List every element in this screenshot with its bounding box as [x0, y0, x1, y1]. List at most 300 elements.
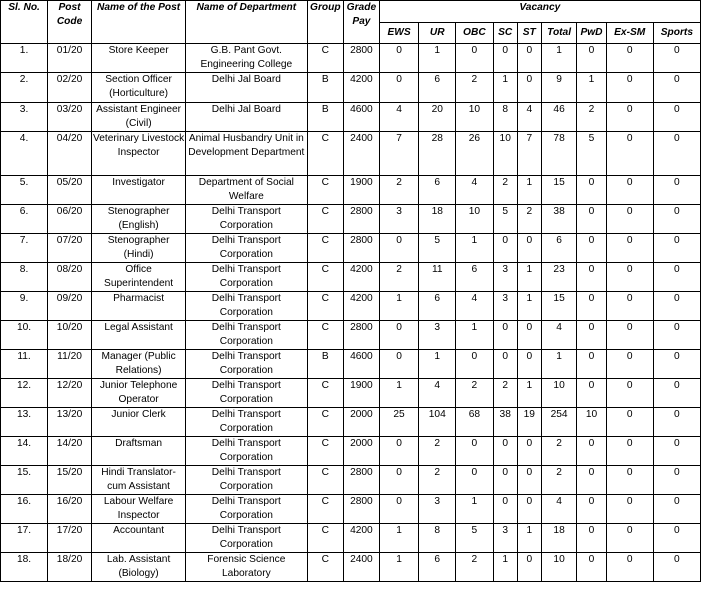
cell-vacancy-sc: 0 [493, 44, 517, 73]
cell-vacancy-total: 4 [541, 495, 577, 524]
cell-vacancy-sports: 0 [653, 408, 700, 437]
cell-vacancy-total: 15 [541, 176, 577, 205]
cell-vacancy-pwd: 0 [577, 553, 606, 582]
cell-vacancy-total: 6 [541, 234, 577, 263]
cell-group: C [307, 176, 344, 205]
cell-vacancy-pwd: 0 [577, 176, 606, 205]
cell-vacancy-total: 18 [541, 524, 577, 553]
cell-group: C [307, 437, 344, 466]
col-grade-pay: Grade Pay [344, 1, 380, 44]
cell-sl-no: 4. [1, 132, 48, 176]
col-vacancy-pwd: PwD [577, 23, 606, 44]
cell-group: C [307, 292, 344, 321]
cell-vacancy-ex-sm: 0 [606, 73, 653, 103]
cell-post-name: Junior Telephone Operator [92, 379, 186, 408]
cell-vacancy-ur: 8 [419, 524, 456, 553]
cell-vacancy-ur: 4 [419, 379, 456, 408]
cell-post-name: Investigator [92, 176, 186, 205]
cell-vacancy-obc: 10 [456, 205, 494, 234]
cell-post-name: Manager (Public Relations) [92, 350, 186, 379]
cell-vacancy-pwd: 0 [577, 321, 606, 350]
cell-vacancy-obc: 6 [456, 263, 494, 292]
cell-grade-pay: 4600 [344, 350, 380, 379]
cell-post-code: 02/20 [48, 73, 92, 103]
cell-vacancy-obc: 10 [456, 103, 494, 132]
cell-vacancy-ews: 0 [379, 321, 419, 350]
cell-vacancy-sc: 38 [493, 408, 517, 437]
cell-group: B [307, 350, 344, 379]
vacancy-table-body [1, 44, 701, 582]
cell-post-name: Legal Assistant [92, 321, 186, 350]
cell-vacancy-sc: 3 [493, 524, 517, 553]
cell-vacancy-obc: 4 [456, 176, 494, 205]
cell-vacancy-obc: 0 [456, 466, 494, 495]
cell-post-code: 18/20 [48, 553, 92, 582]
cell-post-code: 15/20 [48, 466, 92, 495]
table-row [1, 437, 701, 466]
cell-grade-pay: 4200 [344, 73, 380, 103]
cell-grade-pay: 2000 [344, 408, 380, 437]
cell-sl-no: 7. [1, 234, 48, 263]
cell-vacancy-sc: 0 [493, 234, 517, 263]
cell-vacancy-ews: 0 [379, 495, 419, 524]
cell-vacancy-sc: 3 [493, 292, 517, 321]
cell-vacancy-sports: 0 [653, 176, 700, 205]
cell-vacancy-ur: 104 [419, 408, 456, 437]
col-vacancy-st: ST [517, 23, 541, 44]
cell-vacancy-obc: 2 [456, 553, 494, 582]
cell-group: C [307, 553, 344, 582]
cell-vacancy-ex-sm: 0 [606, 234, 653, 263]
cell-vacancy-pwd: 0 [577, 205, 606, 234]
cell-vacancy-total: 15 [541, 292, 577, 321]
cell-vacancy-total: 2 [541, 437, 577, 466]
cell-vacancy-ur: 2 [419, 466, 456, 495]
cell-sl-no: 18. [1, 553, 48, 582]
cell-vacancy-ex-sm: 0 [606, 263, 653, 292]
cell-vacancy-sc: 3 [493, 263, 517, 292]
cell-vacancy-pwd: 2 [577, 103, 606, 132]
cell-vacancy-ur: 6 [419, 73, 456, 103]
cell-vacancy-obc: 1 [456, 321, 494, 350]
col-vacancy-ews: EWS [379, 23, 419, 44]
cell-post-name: Office Superintendent [92, 263, 186, 292]
col-vacancy-ex-sm: Ex-SM [606, 23, 653, 44]
cell-group: C [307, 408, 344, 437]
cell-vacancy-ews: 0 [379, 466, 419, 495]
cell-post-code: 10/20 [48, 321, 92, 350]
cell-post-code: 14/20 [48, 437, 92, 466]
table-row [1, 350, 701, 379]
col-department: Name of Department [186, 1, 307, 44]
cell-vacancy-sc: 0 [493, 350, 517, 379]
cell-grade-pay: 1900 [344, 379, 380, 408]
header-row [1, 1, 701, 23]
cell-vacancy-ex-sm: 0 [606, 466, 653, 495]
cell-grade-pay: 4200 [344, 524, 380, 553]
col-post-code: Post Code [48, 1, 92, 44]
cell-vacancy-sports: 0 [653, 524, 700, 553]
table-row [1, 205, 701, 234]
cell-vacancy-ews: 4 [379, 103, 419, 132]
table-row [1, 553, 701, 582]
cell-grade-pay: 2800 [344, 205, 380, 234]
cell-vacancy-obc: 5 [456, 524, 494, 553]
cell-vacancy-sports: 0 [653, 437, 700, 466]
cell-vacancy-st: 0 [517, 350, 541, 379]
cell-vacancy-pwd: 0 [577, 437, 606, 466]
cell-vacancy-st: 0 [517, 73, 541, 103]
cell-group: C [307, 263, 344, 292]
cell-vacancy-st: 0 [517, 553, 541, 582]
cell-post-name: Store Keeper [92, 44, 186, 73]
cell-vacancy-st: 1 [517, 379, 541, 408]
cell-vacancy-obc: 2 [456, 73, 494, 103]
cell-group: C [307, 234, 344, 263]
cell-post-name: Pharmacist [92, 292, 186, 321]
cell-vacancy-ex-sm: 0 [606, 176, 653, 205]
cell-vacancy-sports: 0 [653, 234, 700, 263]
cell-grade-pay: 2800 [344, 44, 380, 73]
cell-vacancy-ur: 3 [419, 321, 456, 350]
cell-vacancy-sc: 8 [493, 103, 517, 132]
cell-vacancy-ews: 3 [379, 205, 419, 234]
cell-vacancy-sc: 10 [493, 132, 517, 176]
cell-grade-pay: 2800 [344, 495, 380, 524]
cell-post-name: Assistant Engineer (Civil) [92, 103, 186, 132]
cell-vacancy-ex-sm: 0 [606, 205, 653, 234]
cell-sl-no: 9. [1, 292, 48, 321]
cell-group: C [307, 205, 344, 234]
cell-group: B [307, 103, 344, 132]
cell-grade-pay: 1900 [344, 176, 380, 205]
cell-sl-no: 17. [1, 524, 48, 553]
table-row [1, 524, 701, 553]
cell-vacancy-pwd: 1 [577, 73, 606, 103]
cell-post-name: Veterinary Livestock Inspector [92, 132, 186, 176]
cell-post-code: 05/20 [48, 176, 92, 205]
cell-vacancy-ews: 2 [379, 263, 419, 292]
cell-post-code: 11/20 [48, 350, 92, 379]
cell-vacancy-sports: 0 [653, 263, 700, 292]
cell-department: Delhi Transport Corporation [186, 292, 307, 321]
cell-post-name: Stenographer (Hindi) [92, 234, 186, 263]
cell-vacancy-ews: 0 [379, 350, 419, 379]
cell-vacancy-sc: 2 [493, 176, 517, 205]
cell-department: Delhi Transport Corporation [186, 495, 307, 524]
cell-vacancy-sports: 0 [653, 73, 700, 103]
cell-vacancy-pwd: 0 [577, 524, 606, 553]
cell-vacancy-total: 46 [541, 103, 577, 132]
cell-vacancy-total: 38 [541, 205, 577, 234]
cell-sl-no: 14. [1, 437, 48, 466]
cell-group: C [307, 495, 344, 524]
cell-vacancy-sports: 0 [653, 321, 700, 350]
cell-vacancy-st: 19 [517, 408, 541, 437]
cell-vacancy-sc: 5 [493, 205, 517, 234]
cell-sl-no: 3. [1, 103, 48, 132]
table-row [1, 263, 701, 292]
cell-vacancy-st: 2 [517, 205, 541, 234]
cell-department: Delhi Transport Corporation [186, 350, 307, 379]
cell-department: Delhi Transport Corporation [186, 205, 307, 234]
cell-grade-pay: 2400 [344, 553, 380, 582]
cell-post-code: 01/20 [48, 44, 92, 73]
cell-sl-no: 12. [1, 379, 48, 408]
col-group: Group [307, 1, 344, 44]
cell-post-name: Labour Welfare Inspector [92, 495, 186, 524]
cell-department: G.B. Pant Govt. Engineering College [186, 44, 307, 73]
cell-department: Delhi Transport Corporation [186, 379, 307, 408]
cell-vacancy-ews: 2 [379, 176, 419, 205]
cell-vacancy-total: 10 [541, 553, 577, 582]
cell-vacancy-sports: 0 [653, 292, 700, 321]
cell-vacancy-ews: 7 [379, 132, 419, 176]
cell-post-code: 16/20 [48, 495, 92, 524]
cell-vacancy-ur: 6 [419, 176, 456, 205]
cell-vacancy-obc: 0 [456, 437, 494, 466]
cell-group: C [307, 44, 344, 73]
table-row [1, 321, 701, 350]
cell-vacancy-ews: 0 [379, 44, 419, 73]
cell-vacancy-ur: 11 [419, 263, 456, 292]
cell-sl-no: 15. [1, 466, 48, 495]
cell-vacancy-st: 0 [517, 44, 541, 73]
cell-vacancy-ews: 1 [379, 524, 419, 553]
table-row [1, 103, 701, 132]
cell-vacancy-obc: 26 [456, 132, 494, 176]
cell-vacancy-sports: 0 [653, 350, 700, 379]
col-vacancy-ur: UR [419, 23, 456, 44]
cell-vacancy-st: 4 [517, 103, 541, 132]
cell-department: Delhi Transport Corporation [186, 234, 307, 263]
cell-post-code: 06/20 [48, 205, 92, 234]
cell-vacancy-sports: 0 [653, 205, 700, 234]
cell-department: Delhi Transport Corporation [186, 466, 307, 495]
cell-sl-no: 11. [1, 350, 48, 379]
cell-vacancy-ews: 1 [379, 379, 419, 408]
cell-vacancy-pwd: 0 [577, 466, 606, 495]
cell-vacancy-ex-sm: 0 [606, 437, 653, 466]
cell-grade-pay: 2800 [344, 321, 380, 350]
cell-group: B [307, 73, 344, 103]
col-vacancy: Vacancy [379, 1, 700, 23]
cell-vacancy-sc: 0 [493, 437, 517, 466]
cell-department: Delhi Transport Corporation [186, 408, 307, 437]
cell-vacancy-total: 1 [541, 44, 577, 73]
cell-vacancy-sports: 0 [653, 466, 700, 495]
cell-vacancy-sc: 1 [493, 73, 517, 103]
cell-vacancy-ur: 2 [419, 437, 456, 466]
cell-vacancy-ur: 20 [419, 103, 456, 132]
cell-vacancy-obc: 0 [456, 44, 494, 73]
cell-department: Department of Social Welfare [186, 176, 307, 205]
cell-vacancy-ur: 28 [419, 132, 456, 176]
cell-vacancy-total: 23 [541, 263, 577, 292]
cell-vacancy-ews: 1 [379, 292, 419, 321]
cell-vacancy-ur: 1 [419, 44, 456, 73]
cell-vacancy-ex-sm: 0 [606, 524, 653, 553]
cell-vacancy-ex-sm: 0 [606, 553, 653, 582]
cell-vacancy-st: 0 [517, 466, 541, 495]
cell-post-name: Lab. Assistant (Biology) [92, 553, 186, 582]
cell-vacancy-st: 1 [517, 263, 541, 292]
cell-post-code: 08/20 [48, 263, 92, 292]
cell-vacancy-ex-sm: 0 [606, 379, 653, 408]
cell-vacancy-sc: 2 [493, 379, 517, 408]
cell-vacancy-sc: 1 [493, 553, 517, 582]
cell-grade-pay: 2400 [344, 132, 380, 176]
col-vacancy-total: Total [541, 23, 577, 44]
cell-vacancy-st: 0 [517, 437, 541, 466]
cell-vacancy-st: 0 [517, 321, 541, 350]
cell-group: C [307, 466, 344, 495]
cell-vacancy-ews: 0 [379, 437, 419, 466]
cell-post-code: 13/20 [48, 408, 92, 437]
cell-department: Delhi Transport Corporation [186, 263, 307, 292]
cell-sl-no: 2. [1, 73, 48, 103]
cell-vacancy-sports: 0 [653, 44, 700, 73]
cell-vacancy-pwd: 0 [577, 234, 606, 263]
cell-post-code: 17/20 [48, 524, 92, 553]
cell-post-name: Junior Clerk [92, 408, 186, 437]
cell-vacancy-sports: 0 [653, 553, 700, 582]
cell-vacancy-ews: 0 [379, 73, 419, 103]
cell-vacancy-pwd: 10 [577, 408, 606, 437]
cell-vacancy-obc: 1 [456, 495, 494, 524]
cell-vacancy-pwd: 0 [577, 350, 606, 379]
cell-vacancy-st: 0 [517, 495, 541, 524]
cell-vacancy-sc: 0 [493, 466, 517, 495]
cell-vacancy-pwd: 5 [577, 132, 606, 176]
cell-vacancy-ur: 3 [419, 495, 456, 524]
cell-vacancy-ex-sm: 0 [606, 103, 653, 132]
cell-department: Delhi Jal Board [186, 103, 307, 132]
cell-vacancy-sports: 0 [653, 495, 700, 524]
cell-vacancy-obc: 1 [456, 234, 494, 263]
cell-vacancy-ur: 6 [419, 292, 456, 321]
cell-vacancy-ex-sm: 0 [606, 495, 653, 524]
cell-department: Delhi Jal Board [186, 73, 307, 103]
cell-vacancy-ur: 6 [419, 553, 456, 582]
table-row [1, 234, 701, 263]
table-row [1, 292, 701, 321]
cell-vacancy-st: 1 [517, 176, 541, 205]
cell-department: Forensic Science Laboratory [186, 553, 307, 582]
cell-vacancy-total: 254 [541, 408, 577, 437]
cell-grade-pay: 4600 [344, 103, 380, 132]
cell-department: Delhi Transport Corporation [186, 437, 307, 466]
cell-department: Animal Husbandry Unit in Development Department [186, 132, 307, 176]
cell-vacancy-pwd: 0 [577, 263, 606, 292]
col-vacancy-sc: SC [493, 23, 517, 44]
table-row [1, 466, 701, 495]
cell-vacancy-ex-sm: 0 [606, 292, 653, 321]
col-vacancy-sports: Sports [653, 23, 700, 44]
table-row [1, 176, 701, 205]
cell-vacancy-pwd: 0 [577, 292, 606, 321]
cell-vacancy-ews: 1 [379, 553, 419, 582]
cell-vacancy-st: 1 [517, 524, 541, 553]
cell-vacancy-ur: 1 [419, 350, 456, 379]
cell-sl-no: 8. [1, 263, 48, 292]
cell-grade-pay: 2800 [344, 466, 380, 495]
cell-post-code: 03/20 [48, 103, 92, 132]
cell-vacancy-ex-sm: 0 [606, 350, 653, 379]
cell-vacancy-obc: 2 [456, 379, 494, 408]
cell-grade-pay: 4200 [344, 292, 380, 321]
table-row [1, 408, 701, 437]
cell-post-name: Stenographer (English) [92, 205, 186, 234]
cell-grade-pay: 2800 [344, 234, 380, 263]
table-row [1, 379, 701, 408]
cell-post-name: Draftsman [92, 437, 186, 466]
cell-group: C [307, 379, 344, 408]
cell-group: C [307, 132, 344, 176]
cell-vacancy-pwd: 0 [577, 379, 606, 408]
cell-vacancy-ex-sm: 0 [606, 132, 653, 176]
cell-vacancy-sports: 0 [653, 103, 700, 132]
table-row [1, 44, 701, 73]
cell-group: C [307, 524, 344, 553]
cell-vacancy-obc: 68 [456, 408, 494, 437]
cell-vacancy-obc: 4 [456, 292, 494, 321]
cell-post-code: 04/20 [48, 132, 92, 176]
cell-vacancy-total: 4 [541, 321, 577, 350]
cell-vacancy-ex-sm: 0 [606, 321, 653, 350]
table-row [1, 495, 701, 524]
table-row [1, 132, 701, 176]
cell-post-code: 12/20 [48, 379, 92, 408]
cell-vacancy-sports: 0 [653, 379, 700, 408]
cell-sl-no: 6. [1, 205, 48, 234]
cell-post-name: Accountant [92, 524, 186, 553]
cell-vacancy-total: 1 [541, 350, 577, 379]
cell-vacancy-sc: 0 [493, 495, 517, 524]
cell-vacancy-sc: 0 [493, 321, 517, 350]
cell-vacancy-sports: 0 [653, 132, 700, 176]
col-vacancy-obc: OBC [456, 23, 494, 44]
cell-vacancy-total: 78 [541, 132, 577, 176]
cell-post-name: Section Officer (Horticulture) [92, 73, 186, 103]
cell-sl-no: 10. [1, 321, 48, 350]
cell-group: C [307, 321, 344, 350]
cell-sl-no: 16. [1, 495, 48, 524]
cell-vacancy-total: 2 [541, 466, 577, 495]
cell-vacancy-obc: 0 [456, 350, 494, 379]
cell-grade-pay: 4200 [344, 263, 380, 292]
cell-department: Delhi Transport Corporation [186, 321, 307, 350]
cell-vacancy-ews: 25 [379, 408, 419, 437]
cell-department: Delhi Transport Corporation [186, 524, 307, 553]
cell-vacancy-st: 1 [517, 292, 541, 321]
cell-vacancy-pwd: 0 [577, 44, 606, 73]
cell-vacancy-st: 0 [517, 234, 541, 263]
table-row [1, 73, 701, 103]
cell-vacancy-st: 7 [517, 132, 541, 176]
cell-vacancy-ur: 18 [419, 205, 456, 234]
cell-sl-no: 5. [1, 176, 48, 205]
cell-post-name: Hindi Translator-cum Assistant [92, 466, 186, 495]
col-sl-no: Sl. No. [1, 1, 48, 44]
cell-grade-pay: 2000 [344, 437, 380, 466]
cell-vacancy-pwd: 0 [577, 495, 606, 524]
cell-post-code: 09/20 [48, 292, 92, 321]
cell-vacancy-ews: 0 [379, 234, 419, 263]
col-post-name: Name of the Post [92, 1, 186, 44]
cell-sl-no: 13. [1, 408, 48, 437]
cell-vacancy-total: 10 [541, 379, 577, 408]
